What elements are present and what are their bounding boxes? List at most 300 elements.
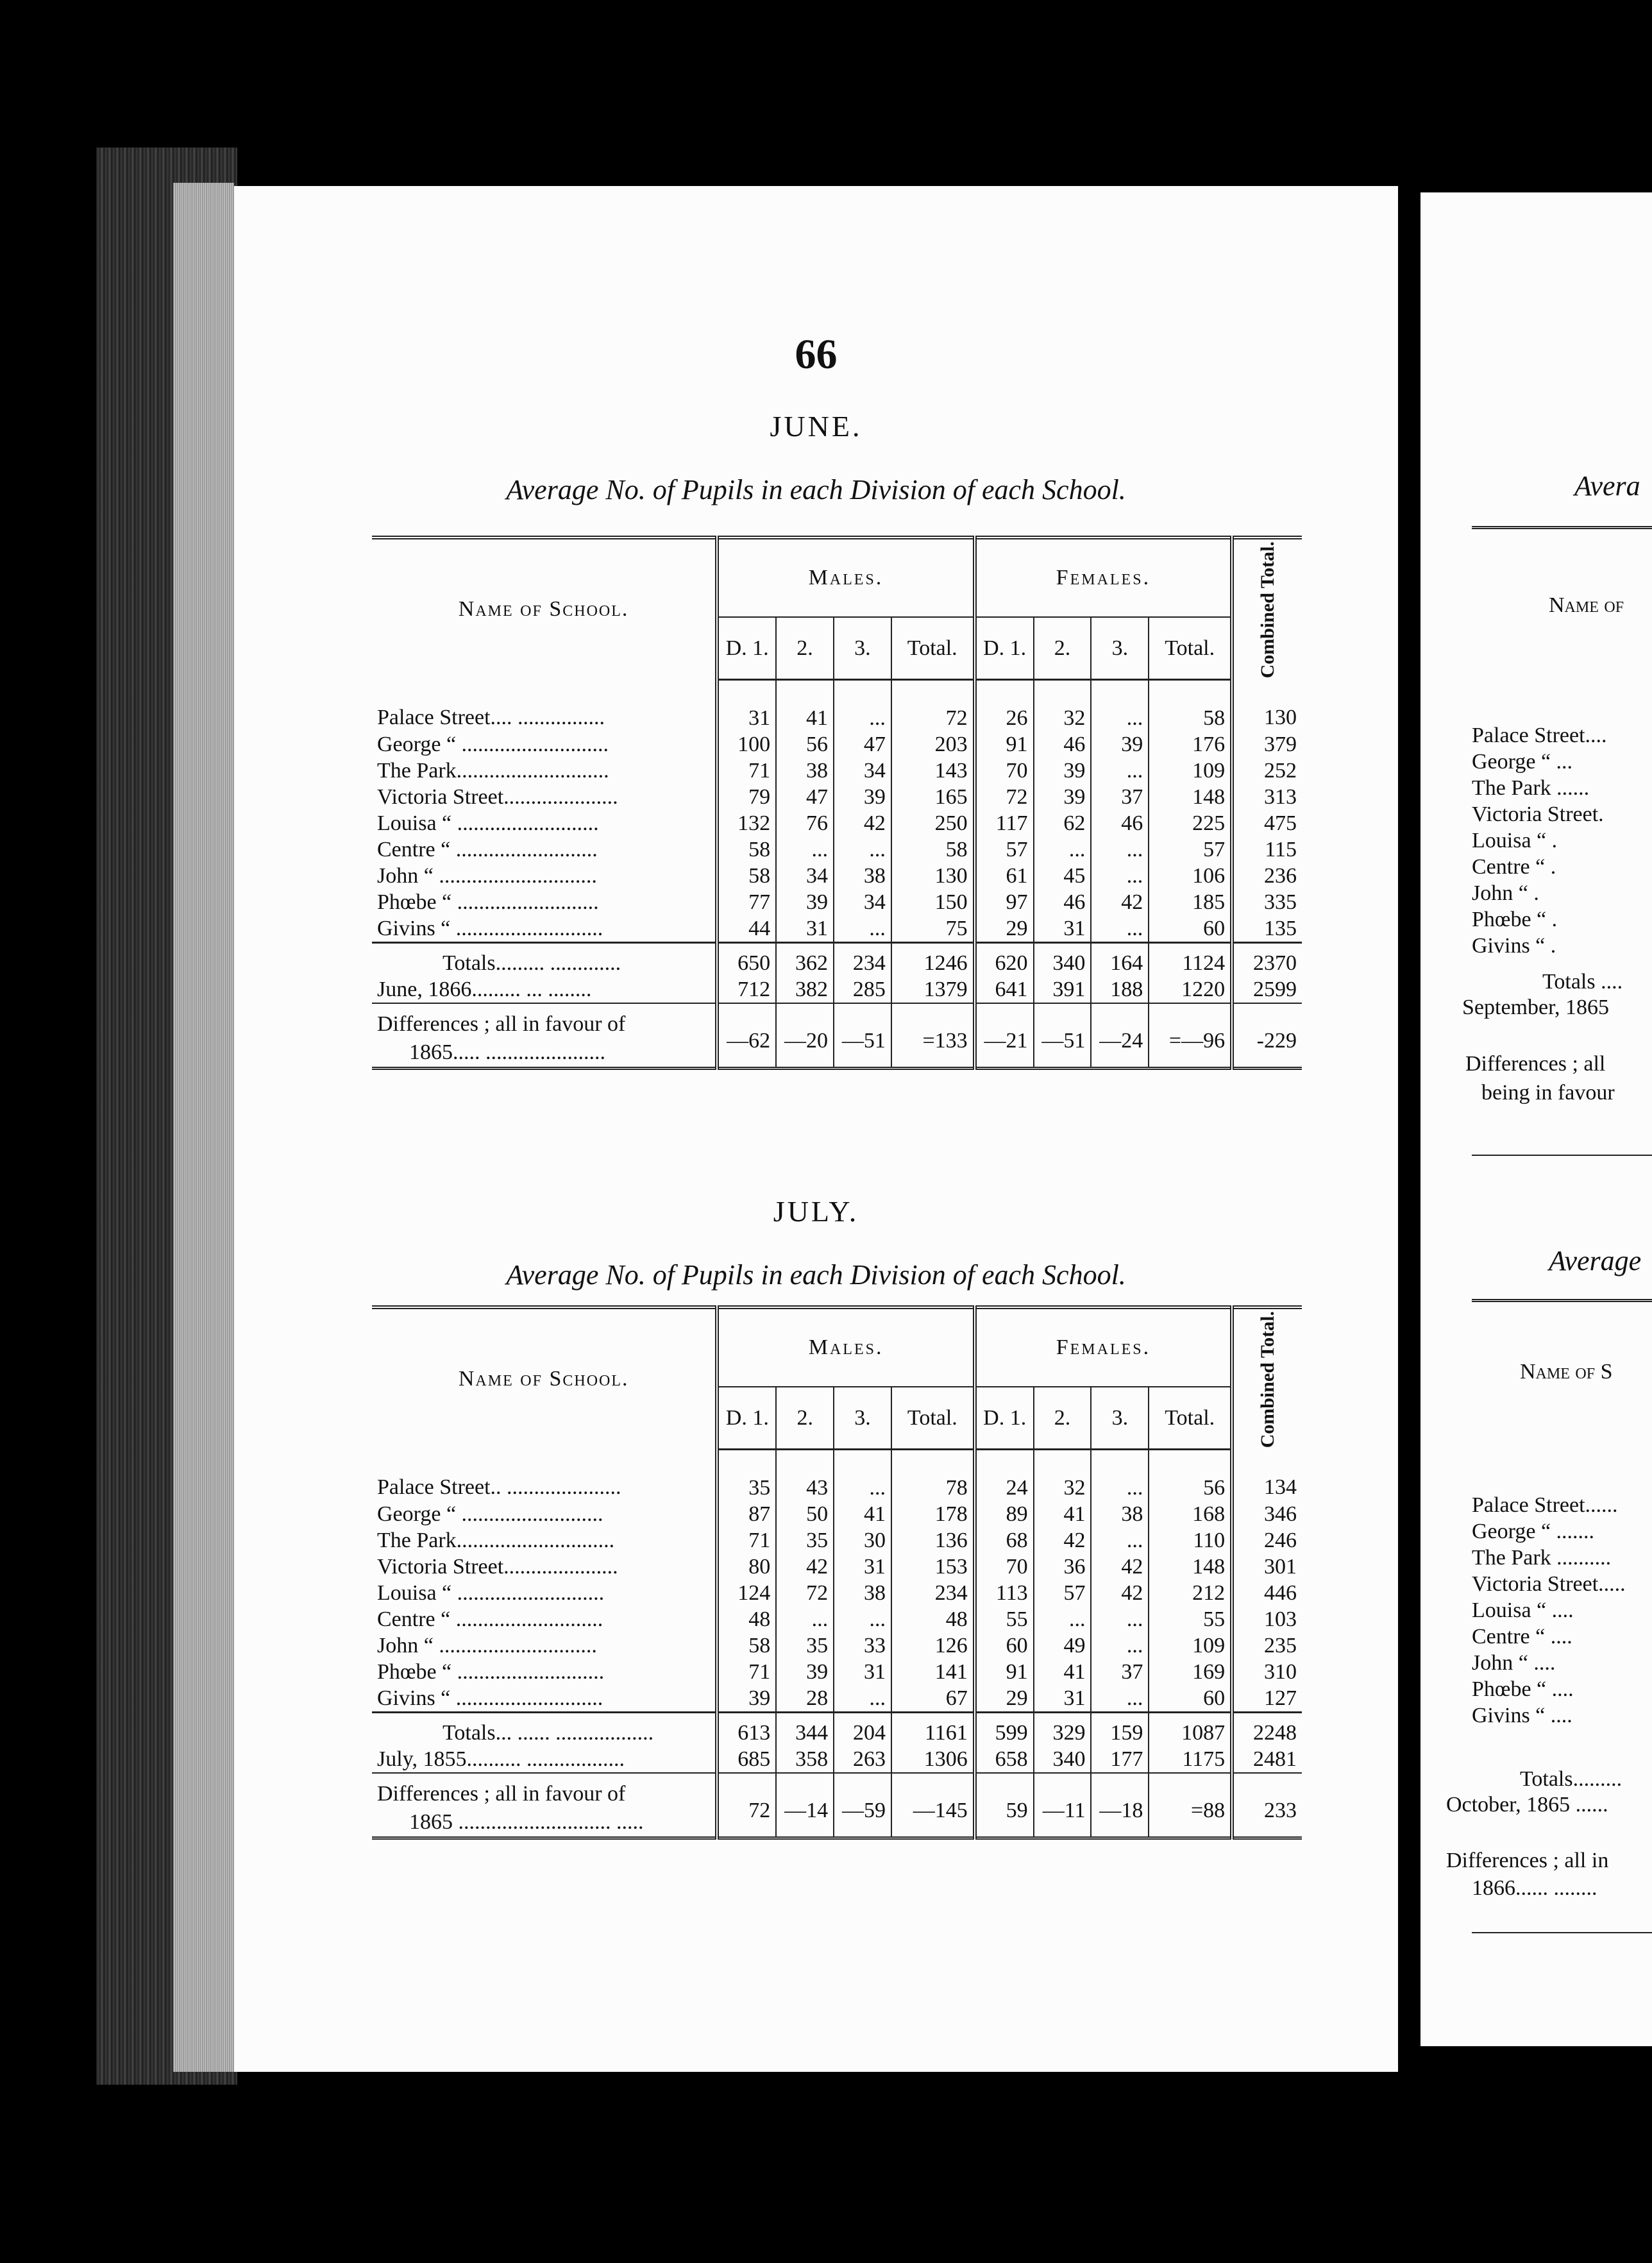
- cell-value: —21: [975, 1003, 1034, 1069]
- cell-value: 43: [776, 1450, 834, 1502]
- cell-value: 41: [776, 680, 834, 732]
- table-row: [372, 1632, 1302, 1659]
- column-header: Total.: [891, 617, 975, 680]
- cell-value: 106: [1149, 863, 1232, 889]
- cell-value: 45: [1034, 863, 1092, 889]
- cell-value: 168: [1149, 1501, 1232, 1527]
- cell-value: 38: [776, 758, 834, 784]
- cell-value: 335: [1232, 889, 1302, 915]
- school-name: Louisa “ ...........................: [377, 1581, 605, 1605]
- cell-value: 1161: [891, 1713, 975, 1747]
- cell-value: 48: [891, 1606, 975, 1632]
- cell-value: 78: [891, 1450, 975, 1502]
- school-name: Palace Street....: [1472, 724, 1607, 747]
- cell-value: —18: [1091, 1773, 1149, 1838]
- cell-value: ...: [1091, 1632, 1149, 1659]
- column-header: 2.: [776, 1387, 834, 1450]
- school-name: George “ ..........................: [377, 1502, 603, 1526]
- cell-value: ...: [1091, 680, 1149, 732]
- cell-value: 382: [776, 976, 834, 1003]
- cell-value: 32: [1034, 680, 1092, 732]
- school-name: Givins “ ...........................: [377, 917, 603, 940]
- school-name: Victoria Street.....: [1472, 1572, 1626, 1596]
- cell-value: 301: [1232, 1554, 1302, 1580]
- cell-value: 100: [717, 731, 776, 758]
- differences-row: [372, 1773, 1302, 1838]
- school-name: George “ .......: [1472, 1520, 1595, 1543]
- cell-value: 37: [1091, 784, 1149, 810]
- cell-value: 153: [891, 1554, 975, 1580]
- cell-value: 61: [975, 863, 1034, 889]
- cell-value: 391: [1034, 976, 1092, 1003]
- school-name: John “ .............................: [377, 1634, 597, 1657]
- cell-value: 148: [1149, 1554, 1232, 1580]
- rule: [1472, 1155, 1652, 1156]
- school-name: Phœbe “ ....: [1472, 1677, 1574, 1701]
- cell-value: 379: [1232, 731, 1302, 758]
- cell-value: 225: [1149, 810, 1232, 836]
- column-header: 3.: [1091, 617, 1149, 680]
- school-name: Givins “ .: [1472, 934, 1556, 958]
- cell-value: 42: [776, 1554, 834, 1580]
- cell-value: 148: [1149, 784, 1232, 810]
- school-name: Givins “ ...........................: [377, 1686, 603, 1710]
- cell-value: 135: [1232, 915, 1302, 943]
- table-row: [372, 1527, 1302, 1554]
- cell-value: 39: [1091, 731, 1149, 758]
- cell-value: 358: [776, 1746, 834, 1773]
- combined-total-header: Combined Total.: [1232, 1307, 1302, 1450]
- cell-value: 346: [1232, 1501, 1302, 1527]
- cell-value: 50: [776, 1501, 834, 1527]
- cell-value: 31: [1034, 1685, 1092, 1713]
- cell-value: 169: [1149, 1659, 1232, 1685]
- cell-value: 42: [1091, 889, 1149, 915]
- cell-value: —14: [776, 1773, 834, 1838]
- table-row: [372, 1450, 1302, 1502]
- cell-value: 233: [1232, 1773, 1302, 1838]
- cell-value: 2599: [1232, 976, 1302, 1003]
- cell-value: 47: [776, 784, 834, 810]
- cell-value: 31: [717, 680, 776, 732]
- females-header: Females.: [975, 538, 1232, 617]
- cell-value: 39: [1034, 758, 1092, 784]
- column-header: 2.: [1034, 617, 1092, 680]
- females-header: Females.: [975, 1307, 1232, 1387]
- school-name: Palace Street.... ................: [377, 706, 605, 730]
- cell-value: 41: [1034, 1659, 1092, 1685]
- right-page-partial: [1420, 192, 1652, 2046]
- cell-value: 36: [1034, 1554, 1092, 1580]
- cell-value: 71: [717, 758, 776, 784]
- cell-value: 44: [717, 915, 776, 943]
- table-row: [372, 1606, 1302, 1632]
- school-name: Palace Street......: [1472, 1493, 1618, 1517]
- cell-value: 1175: [1149, 1746, 1232, 1773]
- sep-name-header: Name of: [1549, 593, 1624, 617]
- cell-value: 72: [975, 784, 1034, 810]
- cell-value: 29: [975, 915, 1034, 943]
- cell-value: ...: [1091, 758, 1149, 784]
- cell-value: 75: [891, 915, 975, 943]
- cell-value: 29: [975, 1685, 1034, 1713]
- july-heading: JULY.: [773, 1195, 859, 1228]
- table-row: [372, 836, 1302, 863]
- column-header: 3.: [834, 617, 891, 680]
- cell-value: 57: [1034, 1580, 1092, 1606]
- cell-value: 124: [717, 1580, 776, 1606]
- combined-total-header: Combined Total.: [1232, 538, 1302, 680]
- cell-value: 35: [776, 1632, 834, 1659]
- cell-value: 712: [717, 976, 776, 1003]
- cell-value: 177: [1091, 1746, 1149, 1773]
- cell-value: 71: [717, 1659, 776, 1685]
- column-header: D. 1.: [717, 617, 776, 680]
- cell-value: 204: [834, 1713, 891, 1747]
- cell-value: 185: [1149, 889, 1232, 915]
- column-header: D. 1.: [717, 1387, 776, 1450]
- cell-value: 1087: [1149, 1713, 1232, 1747]
- cell-value: 41: [834, 1501, 891, 1527]
- cell-value: 49: [1034, 1632, 1092, 1659]
- cell-value: 60: [975, 1632, 1034, 1659]
- rule: [1472, 1299, 1652, 1302]
- cell-value: 313: [1232, 784, 1302, 810]
- cell-value: 159: [1091, 1713, 1149, 1747]
- cell-value: 134: [1232, 1450, 1302, 1502]
- oct-totals-2: October, 1865 ......: [1446, 1793, 1608, 1817]
- school-name: Palace Street.. .....................: [377, 1475, 621, 1500]
- table-row: [372, 731, 1302, 758]
- cell-value: —145: [891, 1773, 975, 1838]
- cell-value: —51: [1034, 1003, 1092, 1069]
- cell-value: 110: [1149, 1527, 1232, 1554]
- cell-value: ...: [1091, 1450, 1149, 1502]
- cell-value: —51: [834, 1003, 891, 1069]
- cell-value: 340: [1034, 1746, 1092, 1773]
- cell-value: 37: [1091, 1659, 1149, 1685]
- differences-label: Differences ; all in favour of 1865 ............................ .....: [372, 1773, 717, 1838]
- totals-label: Totals... ...... ..................: [372, 1713, 717, 1747]
- cell-value: 34: [834, 889, 891, 915]
- cell-value: ...: [1091, 863, 1149, 889]
- cell-value: —20: [776, 1003, 834, 1069]
- cell-value: 126: [891, 1632, 975, 1659]
- cell-value: 103: [1232, 1606, 1302, 1632]
- rule: [1472, 1932, 1652, 1933]
- june-heading: JUNE.: [770, 410, 863, 443]
- cell-value: ...: [834, 680, 891, 732]
- cell-value: 57: [1149, 836, 1232, 863]
- cell-value: ...: [834, 1606, 891, 1632]
- cell-value: 58: [891, 836, 975, 863]
- school-name: John “ ....: [1472, 1651, 1556, 1675]
- cell-value: 1306: [891, 1746, 975, 1773]
- cell-value: =—96: [1149, 1003, 1232, 1069]
- males-header: Males.: [717, 1307, 974, 1387]
- school-name: The Park............................: [377, 759, 609, 783]
- cell-value: 340: [1034, 943, 1092, 977]
- cell-value: ...: [1091, 836, 1149, 863]
- column-header: D. 1.: [975, 617, 1034, 680]
- cell-value: 39: [717, 1685, 776, 1713]
- cell-value: 132: [717, 810, 776, 836]
- differences-row: [372, 1003, 1302, 1069]
- cell-value: 235: [1232, 1632, 1302, 1659]
- cell-value: 87: [717, 1501, 776, 1527]
- cell-value: 263: [834, 1746, 891, 1773]
- cell-value: 203: [891, 731, 975, 758]
- column-header: Total.: [1149, 617, 1232, 680]
- cell-value: 70: [975, 1554, 1034, 1580]
- cell-value: 113: [975, 1580, 1034, 1606]
- cell-value: 2481: [1232, 1746, 1302, 1773]
- cell-value: 39: [776, 889, 834, 915]
- cell-value: 32: [1034, 1450, 1092, 1502]
- cell-value: 48: [717, 1606, 776, 1632]
- cell-value: —59: [834, 1773, 891, 1838]
- column-header: 2.: [776, 617, 834, 680]
- column-header: 3.: [1091, 1387, 1149, 1450]
- cell-value: 26: [975, 680, 1034, 732]
- cell-value: 165: [891, 784, 975, 810]
- cell-value: 72: [891, 680, 975, 732]
- cell-value: ...: [834, 1685, 891, 1713]
- cell-value: ...: [1091, 915, 1149, 943]
- cell-value: 42: [1091, 1580, 1149, 1606]
- cell-value: 42: [1091, 1554, 1149, 1580]
- totals-label: June, 1866......... ... ........: [377, 978, 592, 1001]
- cell-value: 1379: [891, 976, 975, 1003]
- cell-value: 39: [1034, 784, 1092, 810]
- oct-diff-1: Differences ; all in: [1446, 1849, 1609, 1872]
- name-of-school-header: Name of School.: [458, 597, 629, 622]
- cell-value: 58: [1149, 680, 1232, 732]
- cell-value: 89: [975, 1501, 1034, 1527]
- cell-value: —62: [717, 1003, 776, 1069]
- oct-totals-1: Totals.........: [1520, 1767, 1622, 1791]
- cell-value: 55: [975, 1606, 1034, 1632]
- cell-value: 46: [1034, 889, 1092, 915]
- cell-value: 127: [1232, 1685, 1302, 1713]
- cell-value: 79: [717, 784, 776, 810]
- cell-value: 60: [1149, 915, 1232, 943]
- cell-value: 31: [834, 1659, 891, 1685]
- cell-value: 115: [1232, 836, 1302, 863]
- cell-value: 38: [1091, 1501, 1149, 1527]
- cell-value: 30: [834, 1527, 891, 1554]
- table-row: [372, 1580, 1302, 1606]
- sep-heading: Avera: [1574, 470, 1640, 502]
- cell-value: -229: [1232, 1003, 1302, 1069]
- cell-value: 34: [834, 758, 891, 784]
- table-row: [372, 889, 1302, 915]
- cell-value: 1124: [1149, 943, 1232, 977]
- totals-row: [372, 1713, 1302, 1747]
- cell-value: 344: [776, 1713, 834, 1747]
- cell-value: 34: [776, 863, 834, 889]
- cell-value: 28: [776, 1685, 834, 1713]
- cell-value: 39: [776, 1659, 834, 1685]
- cell-value: 60: [1149, 1685, 1232, 1713]
- males-header: Males.: [717, 538, 974, 617]
- cell-value: 236: [1232, 863, 1302, 889]
- cell-value: 97: [975, 889, 1034, 915]
- cell-value: 136: [891, 1527, 975, 1554]
- page-edges: [173, 183, 234, 2072]
- school-name: Victoria Street.: [1472, 802, 1604, 826]
- table-row: [372, 1501, 1302, 1527]
- cell-value: ...: [776, 1606, 834, 1632]
- cell-value: 35: [776, 1527, 834, 1554]
- cell-value: 57: [975, 836, 1034, 863]
- left-page: [234, 186, 1398, 2072]
- cell-value: 234: [834, 943, 891, 977]
- cell-value: 59: [975, 1773, 1034, 1838]
- table-row: [372, 1685, 1302, 1713]
- cell-value: 31: [776, 915, 834, 943]
- column-header: D. 1.: [975, 1387, 1034, 1450]
- school-name: Centre “ ...........................: [377, 1607, 603, 1631]
- cell-value: 56: [1149, 1450, 1232, 1502]
- school-name: Centre “ ..........................: [377, 838, 598, 861]
- cell-value: 58: [717, 1632, 776, 1659]
- totals-label: Totals......... .............: [372, 943, 717, 977]
- school-name: Louisa “ .: [1472, 829, 1558, 852]
- cell-value: 250: [891, 810, 975, 836]
- school-name: The Park ......: [1472, 776, 1590, 800]
- cell-value: 109: [1149, 1632, 1232, 1659]
- july-subtitle: Average No. of Pupils in each Division of each School.: [506, 1259, 1126, 1291]
- cell-value: 658: [975, 1746, 1034, 1773]
- cell-value: 164: [1091, 943, 1149, 977]
- school-name: Victoria Street.....................: [377, 785, 618, 809]
- cell-value: 39: [834, 784, 891, 810]
- cell-value: 246: [1232, 1527, 1302, 1554]
- cell-value: 1246: [891, 943, 975, 977]
- cell-value: 41: [1034, 1501, 1092, 1527]
- cell-value: 72: [776, 1580, 834, 1606]
- cell-value: ...: [834, 836, 891, 863]
- cell-value: 685: [717, 1746, 776, 1773]
- cell-value: 42: [834, 810, 891, 836]
- cell-value: 31: [1034, 915, 1092, 943]
- school-name: John “ .: [1472, 881, 1539, 905]
- cell-value: 130: [891, 863, 975, 889]
- school-name: Givins “ ....: [1472, 1704, 1572, 1727]
- sep-diff-1: Differences ; all: [1465, 1052, 1606, 1076]
- cell-value: 72: [717, 1773, 776, 1838]
- cell-value: 80: [717, 1554, 776, 1580]
- july-table: [372, 1305, 1302, 1840]
- cell-value: 58: [717, 836, 776, 863]
- school-name: Victoria Street.....................: [377, 1555, 618, 1579]
- school-name: Louisa “ ..........................: [377, 811, 599, 835]
- cell-value: 109: [1149, 758, 1232, 784]
- school-name: George “ ...........................: [377, 733, 609, 756]
- cell-value: 71: [717, 1527, 776, 1554]
- cell-value: —24: [1091, 1003, 1149, 1069]
- school-name: The Park ..........: [1472, 1546, 1612, 1570]
- cell-value: 362: [776, 943, 834, 977]
- sep-diff-2: being in favour: [1481, 1081, 1615, 1105]
- cell-value: 613: [717, 1713, 776, 1747]
- cell-value: 641: [975, 976, 1034, 1003]
- cell-value: 212: [1149, 1580, 1232, 1606]
- cell-value: 150: [891, 889, 975, 915]
- cell-value: 310: [1232, 1659, 1302, 1685]
- cell-value: 329: [1034, 1713, 1092, 1747]
- cell-value: 475: [1232, 810, 1302, 836]
- cell-value: 38: [834, 1580, 891, 1606]
- cell-value: 46: [1034, 731, 1092, 758]
- june-subtitle: Average No. of Pupils in each Division of each School.: [506, 474, 1126, 505]
- cell-value: 178: [891, 1501, 975, 1527]
- table-row: [372, 863, 1302, 889]
- cell-value: 67: [891, 1685, 975, 1713]
- cell-value: 176: [1149, 731, 1232, 758]
- school-name: Louisa “ ....: [1472, 1598, 1574, 1622]
- cell-value: 56: [776, 731, 834, 758]
- cell-value: 35: [717, 1450, 776, 1502]
- cell-value: ...: [1091, 1527, 1149, 1554]
- school-name: John “ .............................: [377, 864, 597, 888]
- cell-value: ...: [834, 915, 891, 943]
- oct-heading: Average: [1549, 1245, 1642, 1276]
- cell-value: 91: [975, 731, 1034, 758]
- cell-value: 234: [891, 1580, 975, 1606]
- totals-row: [372, 943, 1302, 977]
- june-table: [372, 536, 1302, 1070]
- cell-value: 130: [1232, 680, 1302, 732]
- cell-value: 650: [717, 943, 776, 977]
- totals-label: July, 1855.......... ..................: [377, 1747, 625, 1771]
- cell-value: =88: [1149, 1773, 1232, 1838]
- cell-value: 117: [975, 810, 1034, 836]
- school-name: Centre “ ....: [1472, 1625, 1572, 1649]
- sep-totals-2: September, 1865: [1462, 996, 1610, 1019]
- cell-value: —11: [1034, 1773, 1092, 1838]
- oct-name-header: Name of S: [1520, 1360, 1613, 1384]
- cell-value: 2248: [1232, 1713, 1302, 1747]
- cell-value: ...: [834, 1450, 891, 1502]
- school-name: The Park.............................: [377, 1529, 615, 1552]
- differences-label: Differences ; all in favour of 1865..... ......................: [372, 1003, 717, 1069]
- column-header: Total.: [891, 1387, 975, 1450]
- cell-value: ...: [776, 836, 834, 863]
- table-row: [372, 784, 1302, 810]
- cell-value: 58: [717, 863, 776, 889]
- sep-totals-1: Totals ....: [1542, 970, 1623, 994]
- cell-value: 62: [1034, 810, 1092, 836]
- cell-value: =133: [891, 1003, 975, 1069]
- cell-value: 77: [717, 889, 776, 915]
- page-number: 66: [795, 331, 838, 378]
- cell-value: 38: [834, 863, 891, 889]
- table-row: [372, 758, 1302, 784]
- cell-value: ...: [1034, 1606, 1092, 1632]
- cell-value: 68: [975, 1527, 1034, 1554]
- cell-value: 188: [1091, 976, 1149, 1003]
- table-row: [372, 915, 1302, 943]
- table-row: [372, 810, 1302, 836]
- cell-value: 141: [891, 1659, 975, 1685]
- table-row: [372, 1659, 1302, 1685]
- cell-value: 285: [834, 976, 891, 1003]
- cell-value: 599: [975, 1713, 1034, 1747]
- cell-value: 33: [834, 1632, 891, 1659]
- cell-value: 1220: [1149, 976, 1232, 1003]
